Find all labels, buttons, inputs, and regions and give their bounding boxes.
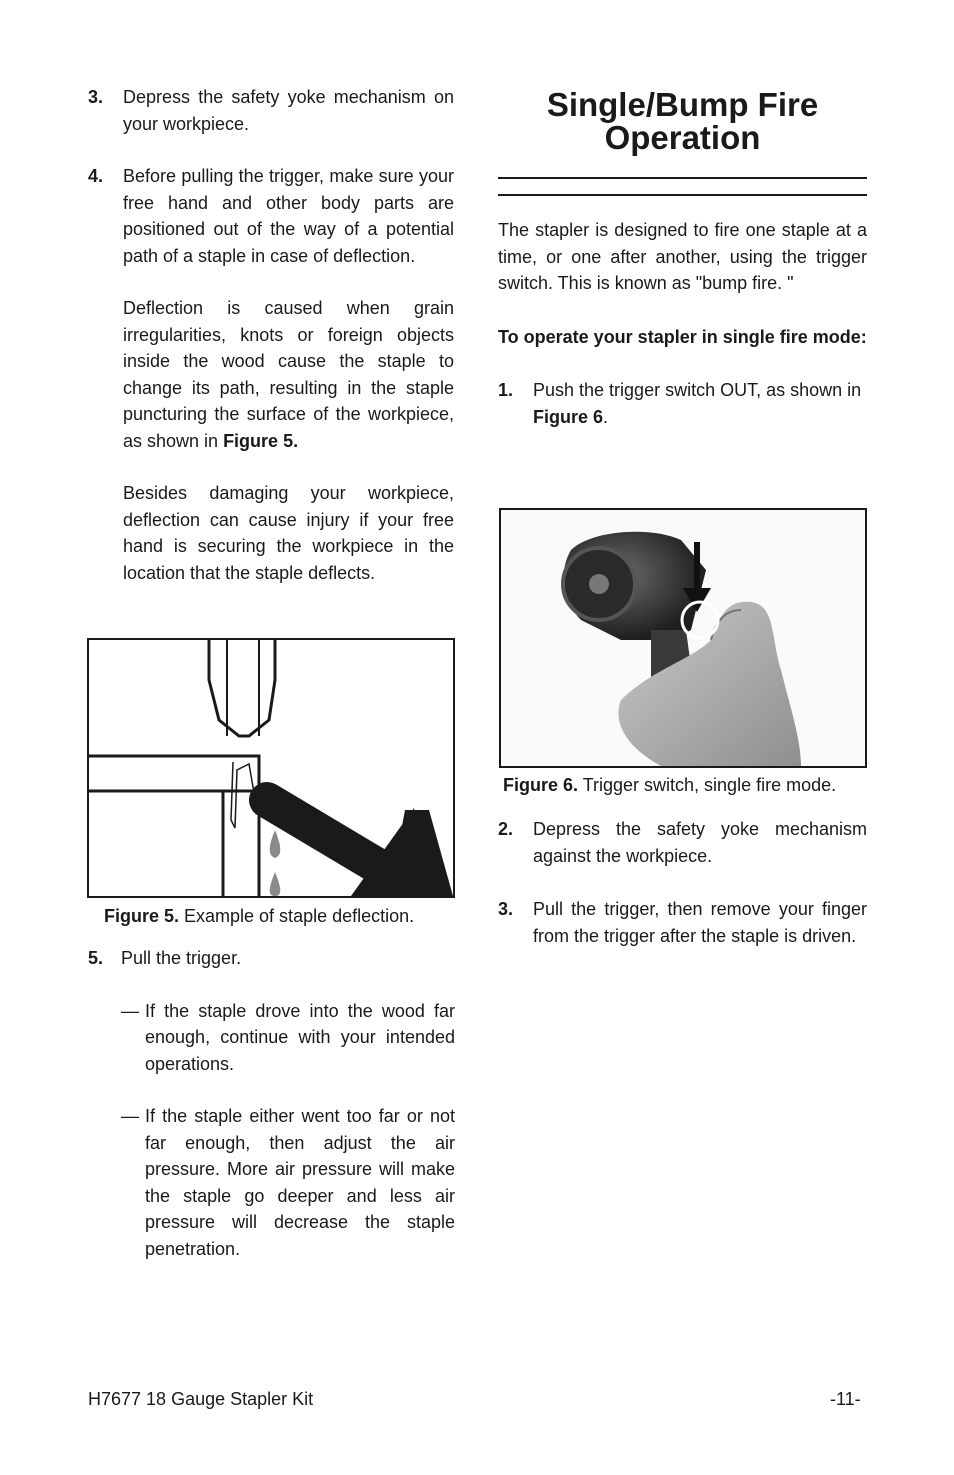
figure-5-illustration <box>87 638 455 898</box>
deflection-paragraph: Deflection is caused when grain irregularities, knots or foreign objects inside the wood cause the staple to change its path, resulting in the staple puncturing the surface of the workpiece, as shown in Figure 5. <box>123 298 454 451</box>
step-4 <box>88 163 454 586</box>
figure-6-ref: Figure 6 <box>533 406 604 427</box>
step-number: 4. <box>88 166 104 186</box>
step-number: 5. <box>88 948 104 968</box>
bullet-1: — If the staple drove into the wood far enough, continue with your intended operations. <box>121 1000 455 1074</box>
step-text: Pull the trigger, then remove your finger from the trigger after the staple is driven. <box>533 899 867 946</box>
step-1 <box>498 377 867 430</box>
figure-6-label: Figure 6. <box>503 775 579 795</box>
step-number: 1. <box>498 380 514 400</box>
injury-paragraph: Besides damaging your workpiece, deflection can cause injury if your free hand is securing the workpiece in the location that the staple deflects. <box>123 483 454 583</box>
step-text: Push the trigger switch OUT, as shown in Figure 6. <box>533 380 862 427</box>
intro-paragraph: The stapler is designed to fire one staple at a time, or one after another, using the trigger switch. This is known as "bump fire. " <box>498 220 867 293</box>
figure-5-caption: Figure 5. Example of staple deflection. <box>104 906 415 926</box>
step-text: Before pulling the trigger, make sure your free hand and other body parts are positioned out of the way of a potential path of a staple in case of deflection. <box>123 166 454 266</box>
figure-6-caption: Figure 6. Trigger switch, single fire mode. <box>503 775 837 795</box>
right-steps <box>498 816 867 949</box>
step-text: Depress the safety yoke mechanism against the workpiece. <box>533 819 867 866</box>
section-title: Single/Bump Fire Operation <box>546 86 819 156</box>
figure-6-photo <box>499 508 867 768</box>
step-3-left <box>88 84 454 137</box>
step-text: Pull the trigger. <box>121 948 242 968</box>
figure-5-ref: Figure 5. <box>223 430 299 451</box>
right-body <box>498 217 867 430</box>
footer-model: H7677 18 Gauge Stapler Kit <box>88 1389 314 1409</box>
staple-deflection-drawing <box>89 640 453 896</box>
left-column <box>88 84 454 586</box>
subheading: To operate your stapler in single fire mode: <box>498 326 867 347</box>
right-column <box>498 84 867 154</box>
page-number: -11- <box>830 1389 861 1409</box>
step-number: 3. <box>88 87 104 107</box>
step-text: Depress the safety yoke mechanism on your workpiece. <box>123 87 454 134</box>
title-rule <box>498 177 867 179</box>
figure-5-label: Figure 5. <box>104 906 180 926</box>
step-3-right <box>498 896 867 949</box>
trigger-switch-photo <box>501 510 865 766</box>
bullet-2: — If the staple either went too far or not far enough, then adjust the air pressure. More air pressure will make the staple go deeper and less air pressure will decrease the staple penetration. <box>121 1106 455 1259</box>
title-rule-2 <box>498 194 867 196</box>
step-2 <box>498 816 867 869</box>
step-5 <box>88 945 455 1262</box>
step-number: 2. <box>498 819 514 839</box>
step-number: 3. <box>498 899 514 919</box>
